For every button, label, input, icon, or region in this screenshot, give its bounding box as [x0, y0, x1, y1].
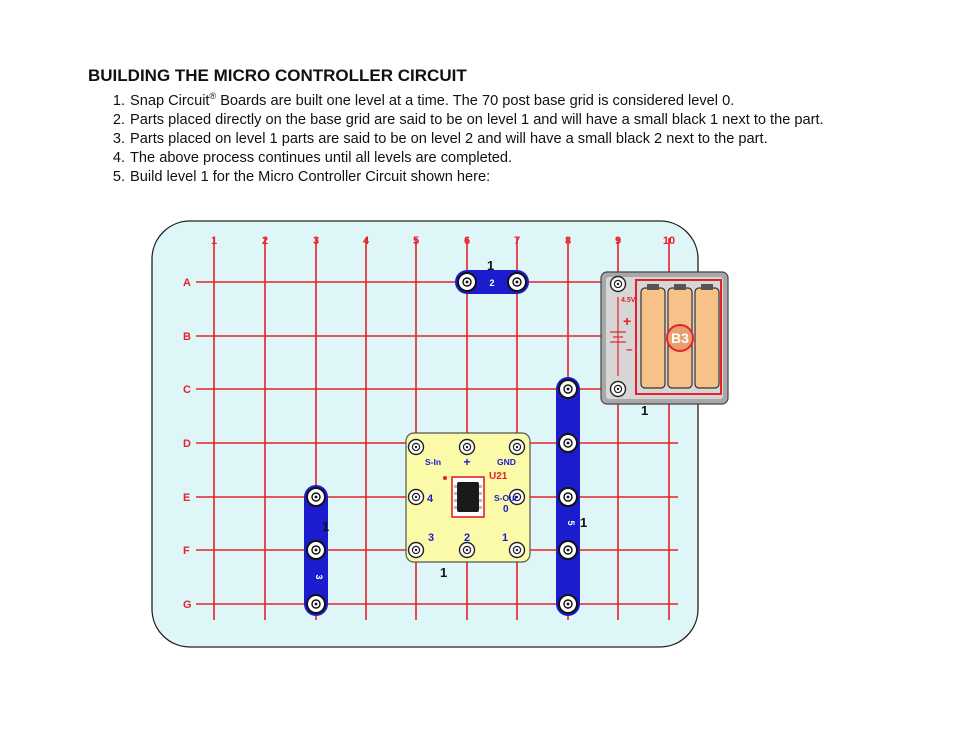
- column-label: 2: [261, 235, 269, 247]
- pin-0: 0: [503, 504, 509, 515]
- instruction-step: 5. Build level 1 for the Micro Controller Circuit shown here:: [112, 169, 491, 185]
- row-label: A: [183, 277, 191, 289]
- column-label: 5: [412, 235, 420, 247]
- column-label: 4: [362, 235, 370, 247]
- wire-3-number: 3: [314, 574, 324, 580]
- column-label: 7: [513, 235, 521, 247]
- pin-1: 1: [501, 532, 509, 544]
- micro-level: 1: [440, 565, 448, 580]
- chip: [457, 482, 479, 512]
- battery-minus: –: [626, 342, 633, 356]
- pin-4: 4: [427, 493, 434, 505]
- wire-2-level: 1: [487, 258, 495, 273]
- battery-level: 1: [641, 403, 649, 418]
- pin-3: 3: [427, 532, 435, 544]
- wire-5-level: 1: [580, 515, 588, 530]
- row-label: C: [183, 384, 191, 396]
- battery-label: B3: [671, 330, 689, 346]
- pin-gnd: GND: [497, 457, 516, 467]
- micro-controller-u21: [406, 433, 530, 580]
- instruction-step: 1. Snap Circuit® Boards are built one level at a time. The 70 post base grid is considered level 0.: [112, 91, 735, 109]
- row-label: E: [183, 492, 191, 504]
- page-title: BUILDING THE MICRO CONTROLLER CIRCUIT: [88, 66, 467, 85]
- pin-2: 2: [463, 532, 471, 544]
- row-label: F: [183, 545, 190, 557]
- column-label: 6: [463, 235, 471, 247]
- instruction-step: 4. The above process continues until all levels are completed.: [112, 150, 513, 166]
- instruction-step: 2. Parts placed directly on the base grid are said to be on level 1 and will have a small black 1 next to the part.: [112, 112, 824, 128]
- row-label: D: [183, 438, 191, 450]
- battery-voltage: 4.5V: [621, 297, 636, 304]
- pin-s-out: S-Out: [494, 493, 518, 503]
- pin-plus: +: [463, 455, 471, 469]
- row-label: G: [183, 599, 192, 611]
- column-label: 3: [312, 235, 320, 247]
- battery-holder-b3: [601, 272, 728, 418]
- column-label: 9: [614, 235, 622, 247]
- wire-3-level: 1: [322, 519, 330, 534]
- battery-plus: +: [623, 313, 632, 329]
- module-label: U21: [489, 471, 508, 482]
- column-label: 1: [210, 235, 218, 247]
- snap-wire-3: [304, 485, 329, 616]
- wire-5-number: 5: [566, 520, 576, 526]
- column-label: 10: [662, 235, 676, 247]
- column-label: 8: [564, 235, 572, 247]
- wire-2-number: 2: [489, 278, 495, 288]
- instruction-step: 3. Parts placed on level 1 parts are said to be on level 2 and will have a small black 2 next to the part.: [112, 131, 768, 147]
- row-label: B: [183, 331, 191, 343]
- pin-s-in: S-In: [425, 457, 442, 467]
